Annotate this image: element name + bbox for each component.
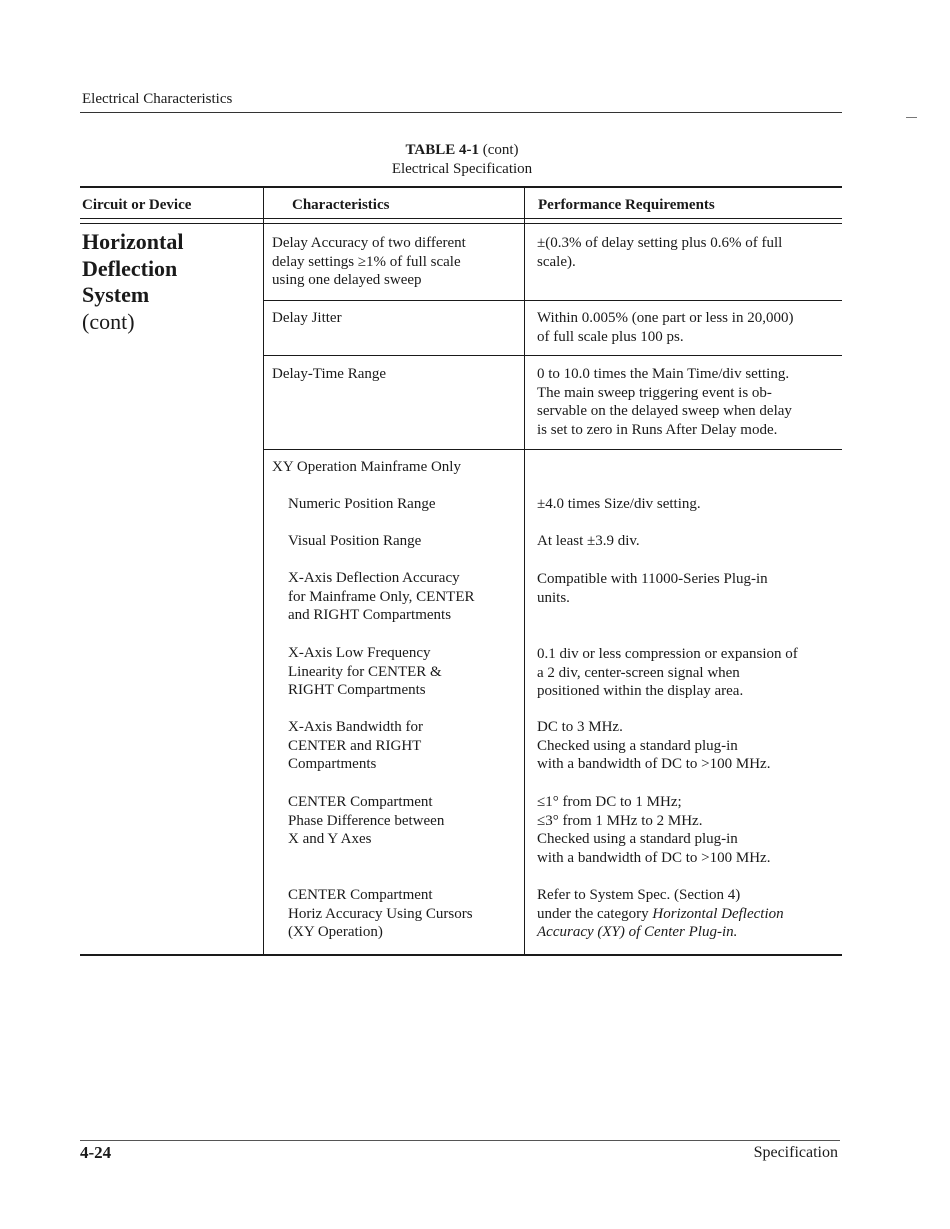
column-divider-1 — [263, 187, 264, 955]
row-delay-time-range-requirement — [537, 365, 842, 439]
text-line: Linearity for CENTER & — [288, 663, 442, 680]
header-performance-requirements: Performance Requirements — [538, 197, 715, 213]
table-number-suffix: (cont) — [482, 142, 519, 158]
xy-x-axis-low-frequency-linearity — [288, 644, 517, 700]
text-line: Delay Accuracy of two different — [272, 235, 466, 251]
xy-center-phase-difference-requirement — [537, 793, 842, 867]
text-line: delay settings ≥1% of full scale — [272, 253, 461, 270]
text-line: X-Axis Low Frequency — [288, 645, 431, 661]
text-line: positioned within the display area. — [537, 683, 744, 699]
section-label-line: Horizontal — [82, 229, 184, 254]
xy-x-axis-deflection-accuracy-requirement — [537, 570, 842, 607]
text-line: of full scale plus 100 ps. — [537, 328, 684, 345]
row-rule-1 — [263, 300, 842, 301]
footer-rule — [80, 1140, 840, 1141]
text-line: X-Axis Deflection Accuracy — [288, 570, 460, 586]
column-divider-2 — [524, 187, 525, 955]
text-line — [537, 905, 842, 924]
text-line: Phase Difference between — [288, 812, 445, 829]
text-line: At least ±3.9 div. — [537, 533, 640, 549]
text-line: and RIGHT Compartments — [288, 607, 452, 623]
row-delay-jitter-requirement — [537, 309, 842, 346]
text-line: with a bandwidth of DC to >100 MHz. — [537, 756, 771, 772]
row-delay-time-range-characteristic — [272, 365, 517, 384]
text-line: Refer to System Spec. (Section 4) — [537, 887, 741, 903]
text-line: units. — [537, 589, 570, 606]
text-line: Delay Jitter — [272, 310, 342, 326]
text-line: The main sweep triggering event is ob- — [537, 384, 772, 401]
xy-x-axis-low-frequency-linearity-requirement — [537, 645, 842, 701]
text-line: X and Y Axes — [288, 831, 372, 847]
row-rule-3 — [263, 449, 842, 450]
xy-x-axis-bandwidth-requirement — [537, 718, 842, 774]
xy-center-phase-difference — [288, 793, 517, 849]
text-line: Delay-Time Range — [272, 366, 387, 382]
section-label-line: Deflection — [82, 255, 178, 281]
text-line: Compartments — [288, 756, 377, 772]
xy-center-horiz-accuracy-cursors — [288, 886, 517, 942]
text-line: Checked using a standard plug-in — [537, 737, 738, 754]
text-line: CENTER Compartment — [288, 794, 433, 810]
text-line: Checked using a standard plug-in — [537, 831, 738, 847]
text-line: for Mainframe Only, CENTER — [288, 588, 475, 605]
table-top-rule — [80, 186, 842, 188]
text-line: with a bandwidth of DC to >100 MHz. — [537, 849, 771, 866]
italic-run: Accuracy (XY) of Center Plug-in. — [537, 924, 738, 940]
header-bottom-rule-2 — [80, 223, 842, 224]
text-line: 0 to 10.0 times the Main Time/div setting. — [537, 366, 790, 382]
text-line: RIGHT Compartments — [288, 682, 426, 698]
xy-numeric-position-range — [288, 495, 517, 514]
text-line: a 2 div, center-screen signal when — [537, 664, 740, 681]
text-line: scale). — [537, 253, 576, 270]
text-run: under the category — [537, 905, 653, 922]
text-line: ±(0.3% of delay setting plus 0.6% of full — [537, 235, 783, 251]
text-line: is set to zero in Runs After Delay mode. — [537, 421, 778, 438]
text-line: Within 0.005% (one part or less in 20,000) — [537, 310, 794, 326]
row-rule-2 — [263, 355, 842, 356]
italic-run: Horizontal Deflection — [652, 905, 784, 922]
text-line — [537, 923, 842, 942]
margin-mark — [906, 117, 917, 118]
text-line: CENTER Compartment — [288, 887, 433, 903]
text-line: X-Axis Bandwidth for — [288, 719, 423, 735]
row-delay-accuracy-requirement — [537, 234, 842, 271]
xy-numeric-position-range-requirement — [537, 495, 842, 514]
text-line: Horiz Accuracy Using Cursors — [288, 905, 473, 922]
text-line: ≤1° from DC to 1 MHz; — [537, 794, 682, 810]
xy-visual-position-range — [288, 532, 517, 551]
table-number: TABLE 4-1 — [405, 142, 479, 158]
xy-x-axis-deflection-accuracy — [288, 569, 517, 625]
xy-center-horiz-accuracy-cursors-requirement — [537, 886, 842, 942]
text-line: CENTER and RIGHT — [288, 737, 422, 754]
xy-x-axis-bandwidth — [288, 718, 517, 774]
text-line: ≤3° from 1 MHz to 2 MHz. — [537, 812, 703, 829]
xy-group-title: XY Operation Mainframe Only — [272, 459, 461, 475]
text-line: (XY Operation) — [288, 924, 383, 940]
text-line: Numeric Position Range — [288, 496, 436, 512]
text-line: Compatible with 11000-Series Plug-in — [537, 571, 768, 587]
header-bottom-rule-1 — [80, 218, 842, 219]
text-line: Visual Position Range — [288, 533, 422, 549]
section-label — [82, 229, 183, 335]
text-line: 0.1 div or less compression or expansion of — [537, 646, 798, 662]
running-head: Electrical Characteristics — [82, 91, 233, 107]
row-delay-accuracy-characteristic — [272, 234, 517, 290]
footer-title: Specification — [753, 1144, 838, 1161]
text-line: using one delayed sweep — [272, 272, 422, 288]
table-caption — [262, 141, 662, 179]
text-line: ±4.0 times Size/div setting. — [537, 496, 701, 512]
header-characteristics: Characteristics — [292, 197, 390, 213]
xy-visual-position-range-requirement — [537, 532, 842, 551]
section-label-line: System — [82, 282, 150, 307]
header-circuit-or-device: Circuit or Device — [82, 197, 192, 213]
row-delay-jitter-characteristic — [272, 309, 517, 328]
text-line: DC to 3 MHz. — [537, 719, 623, 735]
text-line: servable on the delayed sweep when delay — [537, 403, 792, 419]
table-bottom-rule — [80, 954, 842, 956]
header-rule — [80, 112, 842, 113]
section-label-cont: (cont) — [82, 308, 135, 334]
table-title: Electrical Specification — [391, 161, 533, 177]
page-number: 4-24 — [80, 1143, 112, 1162]
